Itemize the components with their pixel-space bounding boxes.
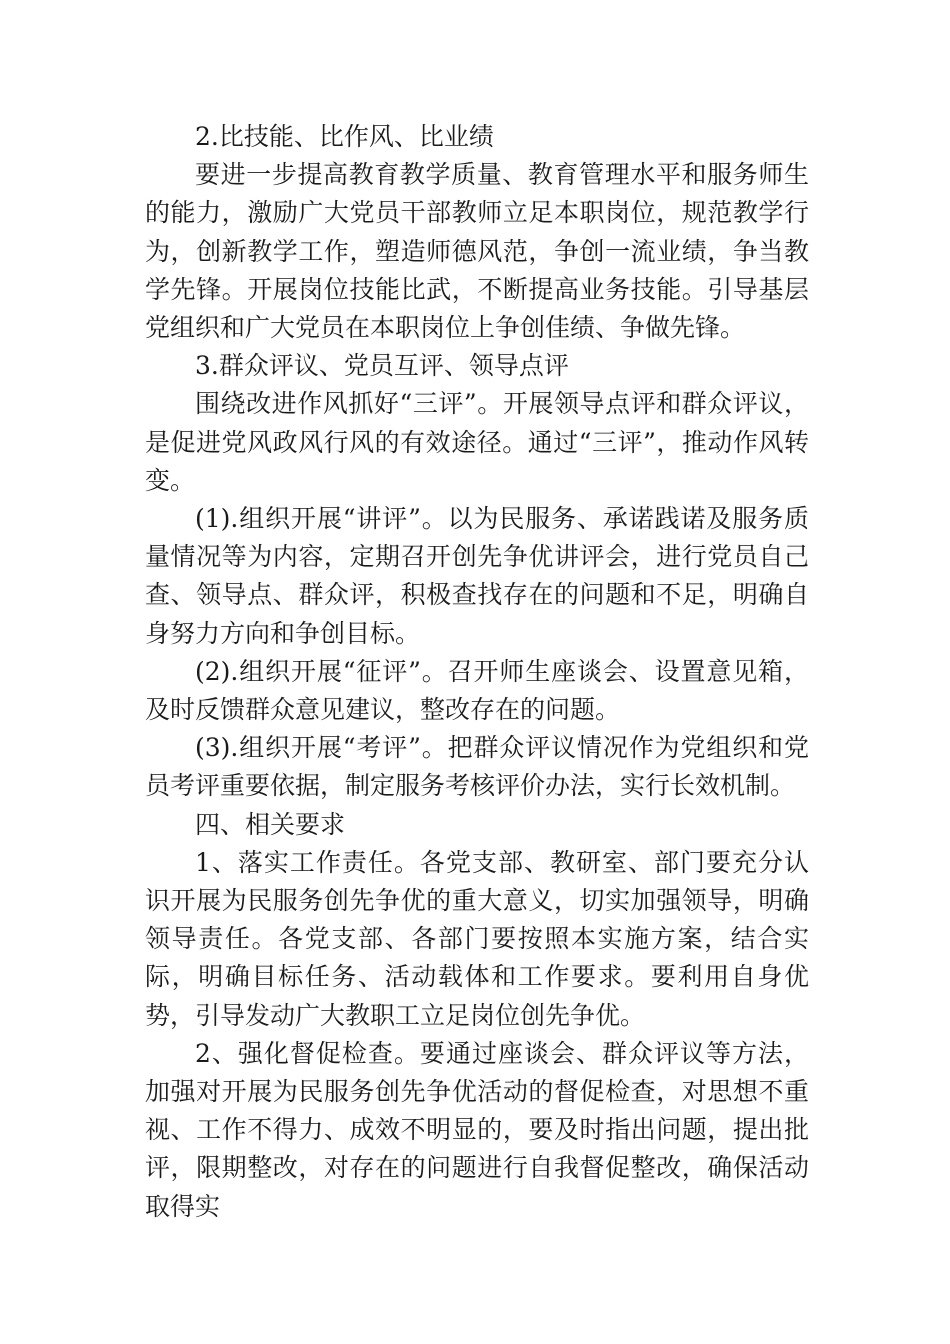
paragraph-skills: 要进一步提高教育教学质量、教育管理水平和服务师生的能力，激励广大党员干部教师立足本职岗位，规范教学行为，创新教学工作，塑造师德风范，争创一流业绩，争当教学先锋。开展岗位技能比武，不断提高业务技能。引导基层党组织和广大党员在本职岗位上争创佳绩、争做先锋。 xyxy=(145,160,809,343)
paragraph-review-2: (2).组织开展“征评”。召开师生座谈会、设置意见箱，及时反馈群众意见建议，整改存在的问题。 xyxy=(145,656,809,725)
document-body xyxy=(145,118,809,1226)
section-heading-requirements: 四、相关要求 xyxy=(195,809,346,839)
section-heading-2: 2.比技能、比作风、比业绩 xyxy=(195,122,494,151)
paragraph-requirement-1: 1、落实工作责任。各党支部、教研室、部门要充分认识开展为民服务创先争优的重大意义，切实加强领导，明确领导责任。各党支部、各部门要按照本实施方案，结合实际，明确目标任务、活动载体和工作要求。要利用自身优势，引导发动广大教职工立足岗位创先争优。 xyxy=(145,847,809,1030)
paragraph-requirement-2: 2、强化督促检查。要通过座谈会、群众评议等方法，加强对开展为民服务创先争优活动的督促检查，对思想不重视、工作不得力、成效不明显的，要及时指出问题，提出批评，限期整改，对存在的问题进行自我督促整改，确保活动取得实 xyxy=(145,1038,809,1221)
paragraph-review-3: (3).组织开展“考评”。把群众评议情况作为党组织和党员考评重要依据，制定服务考核评价办法，实行长效机制。 xyxy=(145,733,809,801)
paragraph-three-reviews: 围绕改进作风抓好“三评”。开展领导点评和群众评议，是促进党风政风行风的有效途径。通过“三评”，推动作风转变。 xyxy=(145,389,809,495)
section-heading-3: 3.群众评议、党员互评、领导点评 xyxy=(195,351,569,381)
paragraph-review-1: (1).组织开展“讲评”。以为民服务、承诺践诺及服务质量情况等为内容，定期召开创先争优讲评会，进行党员自己查、领导点、群众评，积极查找存在的问题和不足，明确自身努力方向和争创目标。 xyxy=(145,504,809,648)
